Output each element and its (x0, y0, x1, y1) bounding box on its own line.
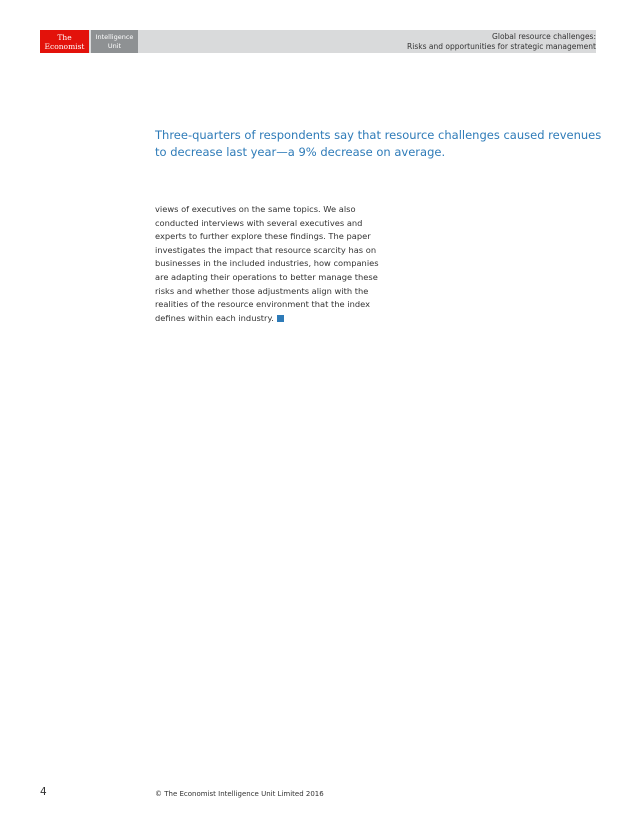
economist-logo-line1: The (57, 33, 72, 42)
report-title-line2: Risks and opportunities for strategic management (407, 42, 596, 51)
report-title-line1: Global resource challenges: (492, 32, 596, 41)
economist-logo-line2: Economist (44, 42, 85, 51)
pull-quote: Three-quarters of respondents say that resource challenges caused revenues to decrease last year—a 9% decrease on average. (155, 128, 602, 159)
eiu-logo-line2: Unit (107, 42, 122, 50)
report-title (407, 32, 596, 52)
economist-logo (40, 30, 89, 53)
end-of-article-icon (277, 315, 284, 322)
body-paragraph-text: views of executives on the same topics. We also conducted interviews with several executives and experts to further explore these findings. The paper investigates the impact that resource scarcity has on businesses in the included industries, how companies are adapting their operations to better manage these risks and whether those adjustments align with the realities of the resource environment that the index defines within each industry. (155, 204, 379, 323)
copyright-notice: © The Economist Intelligence Unit Limited 2016 (155, 790, 324, 798)
eiu-logo-line1: Intelligence (95, 33, 134, 41)
eiu-logo (91, 30, 138, 53)
page-number: 4 (40, 786, 47, 798)
body-paragraph (155, 203, 385, 325)
